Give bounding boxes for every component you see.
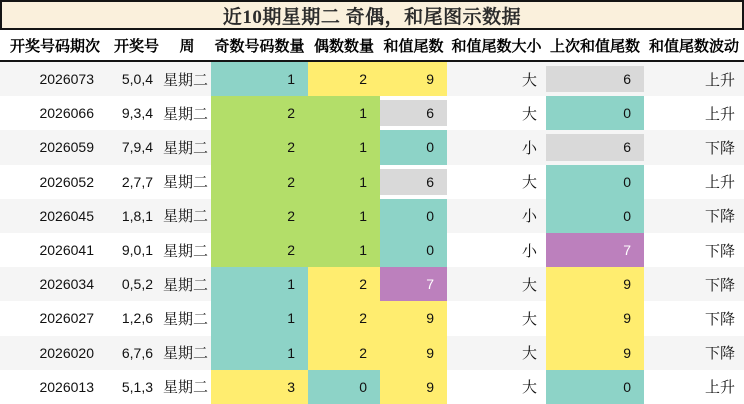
cell-draw: 1,8,1 <box>121 207 153 224</box>
cell-period: 2026027 <box>39 310 94 327</box>
column-header-prev-tail: 上次和值尾数 <box>549 37 640 55</box>
cell-trend: 下降 <box>704 242 735 260</box>
cell-prev-tail: 0 <box>546 370 644 404</box>
cell-even-count: 1 <box>308 165 380 199</box>
cell-even-count: 2 <box>308 62 380 96</box>
cell-trend: 上升 <box>704 105 735 123</box>
cell-week: 星期二 <box>162 379 208 397</box>
cell-draw: 2,7,7 <box>121 173 153 190</box>
cell-tail-size: 大 <box>521 174 537 192</box>
table-row <box>0 96 744 130</box>
cell-week: 星期二 <box>162 105 208 123</box>
cell-tail-size: 小 <box>521 242 537 260</box>
cell-sum-tail: 9 <box>380 370 447 404</box>
cell-prev-tail: 6 <box>546 130 644 164</box>
cell-draw: 9,3,4 <box>121 105 153 122</box>
cell-period: 2026052 <box>39 173 94 190</box>
cell-odd-count: 2 <box>211 96 308 130</box>
column-header-period: 开奖号码期次 <box>9 37 100 55</box>
table-row <box>0 130 744 164</box>
cell-odd-count: 2 <box>211 233 308 267</box>
cell-prev-tail: 9 <box>546 267 644 301</box>
cell-trend: 下降 <box>704 139 735 157</box>
cell-prev-tail: 9 <box>546 301 644 335</box>
cell-trend: 上升 <box>704 71 735 89</box>
cell-period: 2026073 <box>39 71 94 88</box>
cell-prev-tail: 6 <box>546 62 644 96</box>
cell-period: 2026034 <box>39 276 94 293</box>
cell-tail-size: 大 <box>521 276 537 294</box>
cell-sum-tail: 6 <box>380 165 447 199</box>
column-header-tail-size: 和值尾数大小 <box>451 37 542 55</box>
cell-even-count: 2 <box>308 267 380 301</box>
cell-tail-size: 大 <box>521 71 537 89</box>
cell-prev-tail: 0 <box>546 199 644 233</box>
cell-sum-tail: 9 <box>380 301 447 335</box>
column-header-sum-tail: 和值尾数 <box>383 37 444 55</box>
table-header-row <box>0 30 744 62</box>
cell-week: 星期二 <box>162 345 208 363</box>
cell-trend: 下降 <box>704 208 735 226</box>
cell-tail-size: 大 <box>521 345 537 363</box>
cell-sum-tail: 0 <box>380 199 447 233</box>
cell-prev-tail: 0 <box>546 165 644 199</box>
cell-week: 星期二 <box>162 139 208 157</box>
cell-week: 星期二 <box>162 276 208 294</box>
cell-odd-count: 2 <box>211 199 308 233</box>
cell-trend: 下降 <box>704 310 735 328</box>
cell-prev-tail: 9 <box>546 336 644 370</box>
cell-odd-count: 1 <box>211 301 308 335</box>
cell-trend: 上升 <box>704 379 735 397</box>
cell-period: 2026045 <box>39 207 94 224</box>
cell-draw: 0,5,2 <box>121 276 153 293</box>
cell-even-count: 1 <box>308 233 380 267</box>
cell-odd-count: 3 <box>211 370 308 404</box>
table-row <box>0 199 744 233</box>
data-table <box>0 30 744 404</box>
table-row <box>0 165 744 199</box>
panel-title: 近10期星期二 奇偶，和尾图示数据 <box>0 0 744 30</box>
table-row <box>0 233 744 267</box>
cell-even-count: 2 <box>308 301 380 335</box>
table-row <box>0 62 744 96</box>
cell-week: 星期二 <box>162 310 208 328</box>
cell-even-count: 1 <box>308 199 380 233</box>
cell-even-count: 2 <box>308 336 380 370</box>
cell-tail-size: 大 <box>521 379 537 397</box>
cell-trend: 下降 <box>704 345 735 363</box>
cell-sum-tail: 9 <box>380 62 447 96</box>
cell-tail-size: 大 <box>521 310 537 328</box>
cell-tail-size: 小 <box>521 139 537 157</box>
cell-week: 星期二 <box>162 242 208 260</box>
cell-odd-count: 2 <box>211 130 308 164</box>
column-header-week: 周 <box>179 37 195 55</box>
cell-period: 2026066 <box>39 105 94 122</box>
column-header-even-count: 偶数数量 <box>313 37 374 55</box>
cell-period: 2026059 <box>39 139 94 156</box>
cell-draw: 1,2,6 <box>121 310 153 327</box>
cell-week: 星期二 <box>162 71 208 89</box>
cell-draw: 9,0,1 <box>121 242 153 259</box>
cell-draw: 5,0,4 <box>121 71 153 88</box>
cell-sum-tail: 0 <box>380 130 447 164</box>
cell-odd-count: 1 <box>211 267 308 301</box>
table-row <box>0 336 744 370</box>
cell-period: 2026041 <box>39 242 94 259</box>
cell-sum-tail: 9 <box>380 336 447 370</box>
cell-odd-count: 1 <box>211 62 308 96</box>
cell-tail-size: 大 <box>521 105 537 123</box>
cell-prev-tail: 0 <box>546 96 644 130</box>
cell-even-count: 0 <box>308 370 380 404</box>
cell-tail-size: 小 <box>521 208 537 226</box>
cell-week: 星期二 <box>162 174 208 192</box>
cell-draw: 6,7,6 <box>121 344 153 361</box>
cell-odd-count: 2 <box>211 165 308 199</box>
column-header-trend: 和值尾数波动 <box>648 37 739 55</box>
cell-period: 2026013 <box>39 378 94 395</box>
table-row <box>0 267 744 301</box>
column-header-draw: 开奖号 <box>113 37 159 55</box>
cell-week: 星期二 <box>162 208 208 226</box>
cell-trend: 上升 <box>704 174 735 192</box>
table-body <box>0 62 744 404</box>
cell-prev-tail: 7 <box>546 233 644 267</box>
cell-odd-count: 1 <box>211 336 308 370</box>
cell-even-count: 1 <box>308 96 380 130</box>
cell-sum-tail: 7 <box>380 267 447 301</box>
cell-sum-tail: 0 <box>380 233 447 267</box>
table-row <box>0 301 744 335</box>
column-header-odd-count: 奇数号码数量 <box>214 37 305 55</box>
cell-sum-tail: 6 <box>380 96 447 130</box>
cell-even-count: 1 <box>308 130 380 164</box>
table-row <box>0 370 744 404</box>
cell-trend: 下降 <box>704 276 735 294</box>
cell-draw: 5,1,3 <box>121 378 153 395</box>
cell-draw: 7,9,4 <box>121 139 153 156</box>
cell-period: 2026020 <box>39 344 94 361</box>
